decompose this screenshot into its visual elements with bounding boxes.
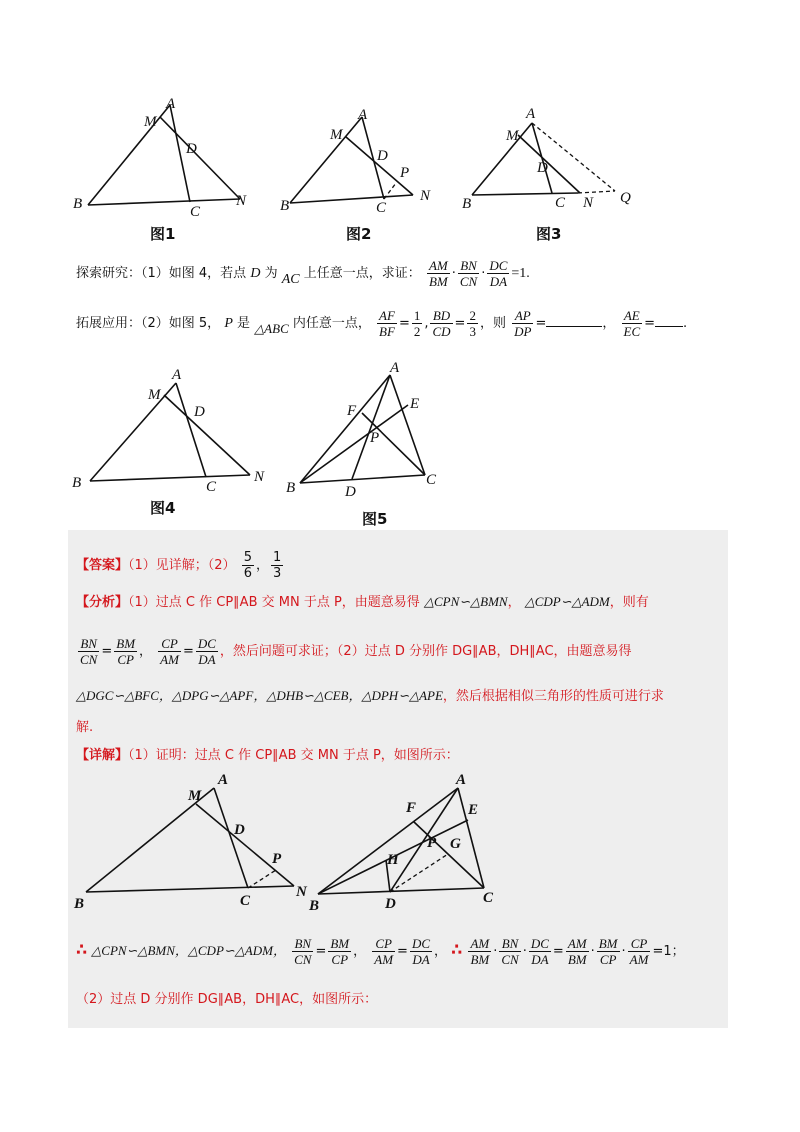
fig1-label-B: B bbox=[73, 196, 83, 212]
fig2-label-D: D bbox=[377, 148, 388, 164]
fig3-label-Q: Q bbox=[620, 190, 631, 206]
problem-part-2: 拓展应用：（2）如图 5， P 是 △ABC 内任意一点， $\frac{AF}{BF}$ = $\frac{1}{2}$ , $\frac{BD}{CD}$ = $\frac{2}{3}$ ，则 $\frac{AP}{DP}$ = ， $\frac{AE}{EC}$ = . bbox=[76, 308, 688, 339]
fig1-label-A: A bbox=[166, 96, 176, 112]
fig4-label-C: C bbox=[206, 479, 217, 495]
detail-line-last: （2）过点 D 分别作 DG∥AB，DH∥AC，如图所示： bbox=[76, 992, 378, 1007]
fig5-label-E: E bbox=[410, 396, 420, 412]
detailA-label-N: N bbox=[296, 884, 307, 900]
fig3-label-A: A bbox=[526, 106, 536, 122]
fraction: $\frac{1}{2}$ bbox=[413, 308, 421, 339]
answer-blank-1[interactable] bbox=[546, 316, 602, 327]
fig1-label-N: N bbox=[236, 193, 247, 209]
figure-1-caption: 图1 bbox=[150, 225, 176, 243]
analysis-line-2: $\frac{BN}{CN}$ = $\frac{BM}{CP}$ ， $\frac{CP}{AM}$ = $\frac{DC}{DA}$ ，然后问题可求证；（2）过点 D 分别作 DG∥AB，DH∥AC，由题意易得 bbox=[80, 636, 632, 667]
fig3-label-C: C bbox=[555, 195, 566, 211]
fraction: $\frac{CP}{AM}$ bbox=[374, 936, 394, 967]
fraction: $\frac{CP}{AM}$ bbox=[160, 636, 179, 667]
fig5-label-D: D bbox=[345, 484, 356, 500]
fig4-label-D: D bbox=[194, 404, 205, 420]
fraction: $\frac{CP}{AM}$ bbox=[629, 936, 649, 967]
figure-3-caption: 图3 bbox=[536, 225, 562, 243]
detailA-label-P: P bbox=[272, 851, 282, 867]
fraction: $\frac{BM}{CP}$ bbox=[598, 936, 618, 967]
fig4-label-A: A bbox=[172, 367, 182, 383]
detailA-label-M: M bbox=[188, 788, 202, 804]
detail-tag: 【详解】 bbox=[76, 748, 129, 763]
analysis-line-3: △DGC∽△BFC，△DPG∽△APF，△DHB∽△CEB，△DPH∽△APE，然后根据相似三角形的性质可进行求 bbox=[76, 688, 664, 704]
detail-line-1: 【详解】（1）证明：过点 C 作 CP∥AB 交 MN 于点 P，如图所示： bbox=[76, 748, 459, 763]
fig2-label-N: N bbox=[420, 188, 431, 204]
detailB-label-P: P bbox=[427, 835, 437, 851]
detail-equation-line: ∴ △CPN∽△BMN，△CDP∽△ADM， $\frac{BN}{CN}$ = $\frac{BM}{CP}$ ， $\frac{CP}{AM}$ = $\frac{DC}{DA}$ ， ∴ $\frac{AM}{BM}$ · $\frac{BN}{CN}$ · $\frac{DC}{DA}$ = $\frac{AM}{BM}$ · $\frac{BM}{CP}$ · $\frac{CP}{AM}$ =1； bbox=[76, 936, 685, 967]
answer-blank-2[interactable] bbox=[655, 316, 683, 327]
fraction: $\frac{DC}{DA}$ bbox=[411, 936, 431, 967]
fig1-label-M: M bbox=[144, 114, 157, 130]
analysis-line-1: 【分析】（1）过点 C 作 CP∥AB 交 MN 于点 P，由题意易得 △CPN∽△BMN， △CDP∽△ADM，则有 bbox=[76, 594, 649, 610]
fig5-label-F: F bbox=[347, 403, 357, 419]
fig2-label-A: A bbox=[358, 107, 368, 123]
fraction: $\frac{BN}{CN}$ bbox=[294, 936, 312, 967]
detailB-label-A: A bbox=[456, 772, 467, 788]
fig2-label-B: B bbox=[280, 198, 290, 214]
fraction: $\frac{BD}{CD}$ bbox=[432, 308, 451, 339]
fraction: $\frac{BN}{CN}$ bbox=[80, 636, 98, 667]
analysis-line-4: 解. bbox=[76, 720, 94, 735]
fraction: $\frac{2}{3}$ bbox=[469, 308, 476, 339]
fraction: $\frac{BN}{CN}$ bbox=[459, 258, 478, 289]
fig4-label-N: N bbox=[254, 469, 265, 485]
detailA-label-A: A bbox=[218, 772, 229, 788]
figure-5-caption: 图5 bbox=[362, 510, 388, 528]
detailB-label-C: C bbox=[483, 890, 494, 906]
fraction: $\frac{1}{3}$ bbox=[273, 550, 282, 581]
fig5-label-C: C bbox=[426, 472, 437, 488]
fraction: $\frac{BM}{CP}$ bbox=[116, 636, 136, 667]
fig3-label-N: N bbox=[583, 195, 594, 211]
fraction: $\frac{AF}{BF}$ bbox=[379, 308, 395, 339]
fraction: $\frac{BN}{CN}$ bbox=[501, 936, 519, 967]
answer-tag: 【答案】 bbox=[76, 558, 129, 573]
fig3-label-B: B bbox=[462, 196, 472, 212]
fig3-label-D: D bbox=[537, 160, 548, 176]
figure-4 bbox=[78, 365, 268, 495]
fraction: $\frac{AE}{EC}$ bbox=[623, 308, 641, 339]
fraction: $\frac{AM}{BM}$ bbox=[567, 936, 587, 967]
detailB-label-H: H bbox=[387, 852, 399, 868]
fraction: $\frac{AP}{DP}$ bbox=[514, 308, 532, 339]
fig2-label-P: P bbox=[400, 165, 410, 181]
fraction: $\frac{DC}{DA}$ bbox=[489, 258, 508, 289]
fig2-label-M: M bbox=[330, 127, 343, 143]
detailB-label-B: B bbox=[309, 898, 320, 914]
detailB-label-D: D bbox=[385, 896, 396, 912]
fraction: $\frac{5}{6}$ bbox=[243, 550, 252, 581]
fraction: $\frac{DC}{DA}$ bbox=[197, 636, 216, 667]
detail-figure-2 bbox=[306, 770, 506, 910]
figure-4-caption: 图4 bbox=[150, 499, 176, 517]
fraction: $\frac{AM}{BM}$ bbox=[470, 936, 490, 967]
fraction: $\frac{BM}{CP}$ bbox=[330, 936, 350, 967]
detailA-label-B: B bbox=[74, 896, 85, 912]
fig3-label-M: M bbox=[506, 128, 519, 144]
detailB-label-E: E bbox=[468, 802, 479, 818]
detailB-label-F: F bbox=[406, 800, 417, 816]
fig4-label-M: M bbox=[148, 387, 161, 403]
fig2-label-C: C bbox=[376, 200, 387, 216]
fraction: $\frac{DC}{DA}$ bbox=[530, 936, 549, 967]
fig5-label-A: A bbox=[390, 360, 400, 376]
detailB-label-G: G bbox=[450, 836, 461, 852]
fig1-label-C: C bbox=[190, 204, 201, 220]
fraction: $\frac{AM}{BM}$ bbox=[428, 258, 448, 289]
fig5-label-B: B bbox=[286, 480, 296, 496]
figure-2-caption: 图2 bbox=[346, 225, 372, 243]
fig5-label-P: P bbox=[370, 430, 380, 446]
fig4-label-B: B bbox=[72, 475, 82, 491]
analysis-tag: 【分析】 bbox=[76, 595, 129, 610]
detailA-label-C: C bbox=[240, 893, 251, 909]
fig1-label-D: D bbox=[186, 141, 197, 157]
problem-part-1: 探索研究：（1）如图 4，若点 D 为 AC 上任意一点，求证： $\frac{AM}{BM}$ · $\frac{BN}{CN}$ · $\frac{DC}{DA}$ =1. bbox=[76, 258, 530, 289]
detailA-label-D: D bbox=[234, 822, 245, 838]
answer-line: 【答案】（1）见详解；（2） $\frac{5}{6}$ ， $\frac{1}{3}$ bbox=[76, 550, 282, 581]
